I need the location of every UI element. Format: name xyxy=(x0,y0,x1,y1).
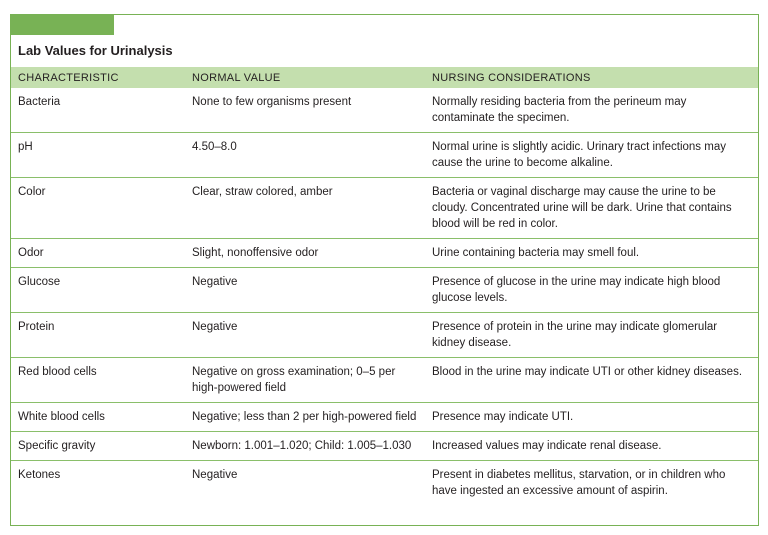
cell-normal-value: Negative xyxy=(185,268,425,313)
cell-normal-value: Negative xyxy=(185,313,425,358)
accent-tab xyxy=(11,15,114,35)
cell-characteristic: Protein xyxy=(11,313,185,358)
cell-nursing-considerations: Present in diabetes mellitus, starvation, or in children who have ingested an excessive amount of aspirin. xyxy=(425,461,758,506)
header-row xyxy=(11,67,758,88)
cell-nursing-considerations: Presence of protein in the urine may indicate glomerular kidney disease. xyxy=(425,313,758,358)
cell-nursing-considerations: Presence may indicate UTI. xyxy=(425,403,758,432)
cell-nursing-considerations: Urine containing bacteria may smell foul. xyxy=(425,239,758,268)
table-title: Lab Values for Urinalysis xyxy=(18,43,173,58)
table-row xyxy=(11,268,758,313)
table-row xyxy=(11,239,758,268)
cell-normal-value: Newborn: 1.001–1.020; Child: 1.005–1.030 xyxy=(185,432,425,461)
cell-nursing-considerations: Normally residing bacteria from the perineum may contaminate the specimen. xyxy=(432,96,687,124)
header-nursing-considerations: NURSING CONSIDERATIONS xyxy=(425,67,758,88)
cell-normal-value: 4.50–8.0 xyxy=(185,133,425,178)
cell-characteristic: Odor xyxy=(11,239,185,268)
table-row xyxy=(11,432,758,461)
cell-nursing-considerations: Bacteria or vaginal discharge may cause the urine to be cloudy. Concentrated urine will be dark. Urine that contains blood will be red in color. xyxy=(425,178,758,239)
table-row xyxy=(11,358,758,403)
table-row xyxy=(11,133,758,178)
cell-normal-value: Negative on gross examination; 0–5 per high-powered field xyxy=(185,358,425,403)
cell-normal-value: None to few organisms present xyxy=(192,96,352,108)
cell-characteristic: Glucose xyxy=(11,268,185,313)
cell-characteristic: White blood cells xyxy=(11,403,185,432)
cell-nursing-considerations: Normal urine is slightly acidic. Urinary tract infections may cause the urine to become alkaline. xyxy=(425,133,758,178)
table-row xyxy=(11,313,758,358)
urinalysis-table xyxy=(11,67,758,505)
table-row xyxy=(11,461,758,506)
cell-characteristic: pH xyxy=(11,133,185,178)
cell-characteristic: Ketones xyxy=(11,461,185,506)
header-characteristic: CHARACTERISTIC xyxy=(11,67,185,88)
cell-characteristic: Specific gravity xyxy=(11,432,185,461)
header-normal-value: NORMAL VALUE xyxy=(185,67,425,88)
cell-characteristic: Bacteria xyxy=(18,96,61,108)
table-row xyxy=(11,403,758,432)
cell-normal-value: Negative xyxy=(185,461,425,506)
table-row xyxy=(11,178,758,239)
cell-nursing-considerations: Blood in the urine may indicate UTI or other kidney diseases. xyxy=(425,358,758,403)
cell-normal-value: Clear, straw colored, amber xyxy=(185,178,425,239)
cell-normal-value: Negative; less than 2 per high-powered field xyxy=(185,403,425,432)
table-row xyxy=(11,88,758,133)
table-frame xyxy=(10,14,759,526)
cell-nursing-considerations: Presence of glucose in the urine may indicate high blood glucose levels. xyxy=(425,268,758,313)
cell-characteristic: Red blood cells xyxy=(11,358,185,403)
cell-normal-value: Slight, nonoffensive odor xyxy=(185,239,425,268)
cell-nursing-considerations: Increased values may indicate renal disease. xyxy=(425,432,758,461)
cell-characteristic: Color xyxy=(11,178,185,239)
